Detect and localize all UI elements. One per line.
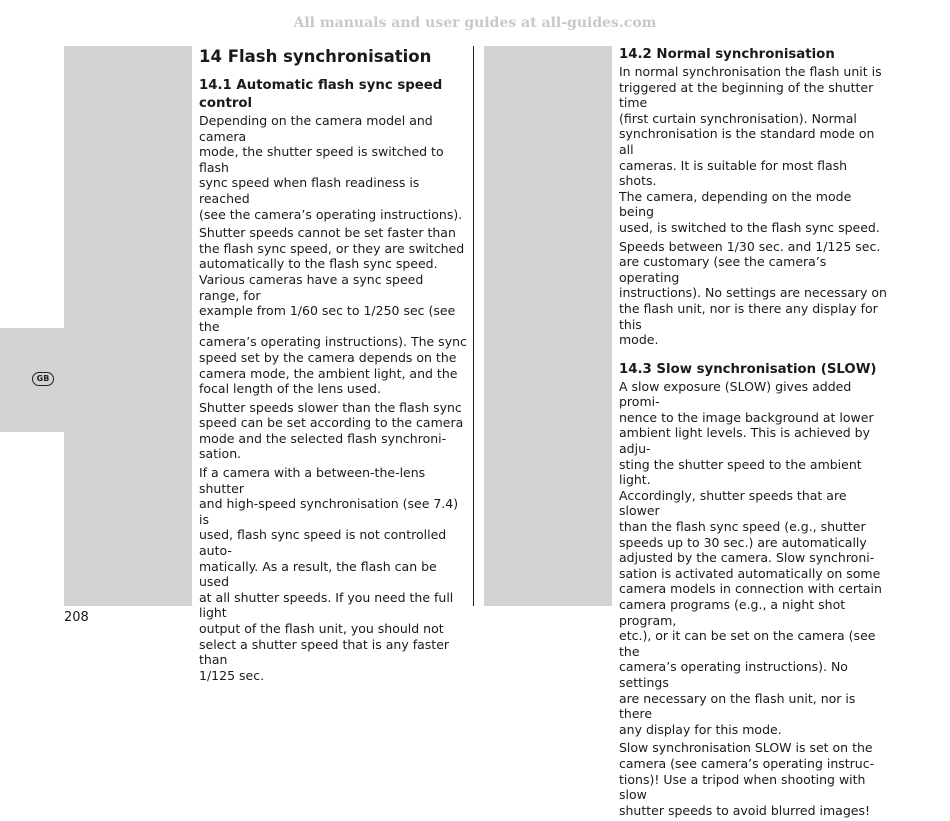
paragraph: Shutter speeds slower than the flash sync speed can be set according to the camera mode and the selected flash synchroni- sation. [199,399,464,462]
paragraph: Slow synchronisation SLOW is set on the camera (see camera’s operating instruc- tions)! Use a tripod when shooting with slow shutter speeds to avoid blurred images! [619,740,875,818]
section-heading-14-1: 14.1 Automatic flash sync speed control [199,78,443,111]
paragraph: Shutter speeds cannot be set faster than the flash sync speed, or they are switched automatically to the flash sync speed. Various cameras have a sync speed range, for example from 1/60 sec to 1/250 sec (see the camera’s operating instructions). The sync speed set by the camera depends on the camera mode, the ambient light, and the focal length of the lens used. [199,225,467,397]
paragraph: If a camera with a between-the-lens shutter and high-speed synchronisation (see 7.4) is used, flash sync speed is not controlled auto- matically. As a result, the flash can be used at all shutter speeds. If you need the full light output of the flash unit, you should not select a shutter speed that is any faster than 1/125 sec. [199,465,459,683]
paragraph: A slow exposure (SLOW) gives added promi- nence to the image background at lower ambient light levels. This is achieved by adju- sting the shutter speed to the ambient light. Accordingly, shutter speeds that are slower than the flash sync speed (e.g., shutter speeds up to 30 sec.) are automatically adjusted by the camera. Slow synchroni- sation is activated automatically on some camera models in connection with certain camera programs (e.g., a night shot program, etc.), or it can be set on the camera (see the camera’s operating instructions). No settings are necessary on the flash unit, nor is there any display for this mode. [619,378,882,737]
chapter-title: 14 Flash synchronisation [199,47,432,66]
right-column [619,46,887,821]
column-divider [473,46,474,606]
section-heading-14-3: 14.3 Slow synchronisation (SLOW) [619,361,877,377]
center-margin-band [484,46,612,606]
watermark: All manuals and user guides at all-guides.com [293,15,657,31]
paragraph: Speeds between 1/30 sec. and 1/125 sec. are customary (see the camera’s operating instructions). No settings are necessary on the flash unit, nor is there any display for this mode. [619,238,887,348]
paragraph: Depending on the camera model and camera mode, the shutter speed is switched to flash sync speed when flash readiness is reached (see the camera’s operating instructions). [199,113,463,222]
language-badge: GB [32,372,54,386]
left-column [199,46,467,686]
paragraph: In normal synchronisation the flash unit is triggered at the beginning of the shutter time (first curtain synchronisation). Normal synchronisation is the standard mode on all cameras. It is suitable for most flash shots. The camera, depending on the mode being used, is switched to the flash sync speed. [619,64,882,235]
left-margin-band [64,46,192,606]
page-number: 208 [64,610,89,625]
section-heading-14-2: 14.2 Normal synchronisation [619,47,835,62]
